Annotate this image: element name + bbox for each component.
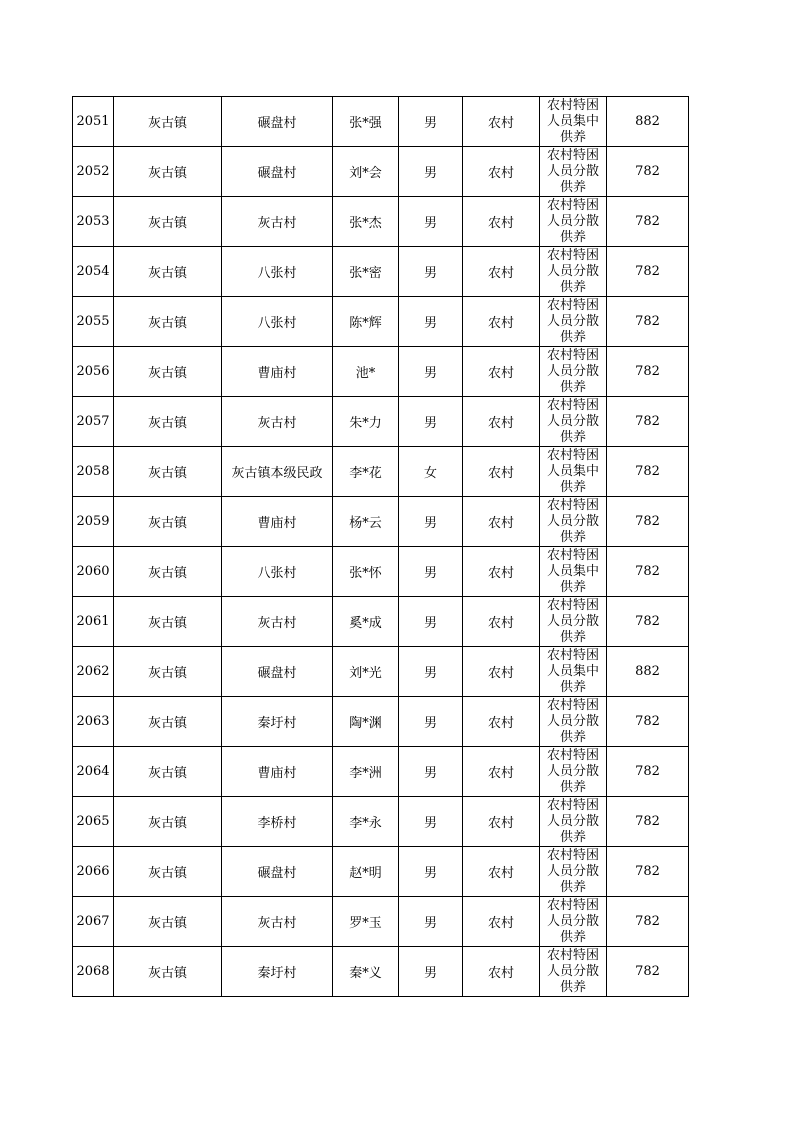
- cell-type: [540, 797, 607, 847]
- cell-gender: 男: [399, 297, 463, 347]
- cell-type: [540, 897, 607, 947]
- cell-area: 农村: [463, 647, 540, 697]
- cell-town: 灰古镇: [114, 947, 222, 997]
- cell-amount: 782: [607, 597, 689, 647]
- cell-town: 灰古镇: [114, 247, 222, 297]
- cell-id: 2052: [73, 147, 114, 197]
- cell-town: 灰古镇: [114, 847, 222, 897]
- cell-amount: 782: [607, 347, 689, 397]
- cell-type-text: 农村特困人员集中供养: [546, 98, 599, 145]
- cell-type-text: 农村特困人员分散供养: [546, 898, 599, 945]
- cell-type: [540, 297, 607, 347]
- cell-gender: 男: [399, 547, 463, 597]
- table-row: [73, 847, 689, 897]
- cell-type-text: 农村特困人员分散供养: [546, 198, 599, 245]
- cell-type: [540, 247, 607, 297]
- cell-amount: 882: [607, 647, 689, 697]
- cell-name: 李*永: [333, 797, 399, 847]
- cell-gender: 男: [399, 897, 463, 947]
- table-row: [73, 697, 689, 747]
- cell-amount: 782: [607, 547, 689, 597]
- cell-village: 秦圩村: [222, 697, 333, 747]
- cell-gender: 男: [399, 847, 463, 897]
- cell-town: 灰古镇: [114, 497, 222, 547]
- cell-area: 农村: [463, 347, 540, 397]
- cell-area: 农村: [463, 547, 540, 597]
- cell-id: 2066: [73, 847, 114, 897]
- table-row: [73, 247, 689, 297]
- cell-type: [540, 747, 607, 797]
- cell-amount: 782: [607, 497, 689, 547]
- cell-village: 秦圩村: [222, 947, 333, 997]
- cell-village: 曹庙村: [222, 747, 333, 797]
- cell-town: 灰古镇: [114, 697, 222, 747]
- cell-type: [540, 397, 607, 447]
- cell-amount: 782: [607, 147, 689, 197]
- cell-area: 农村: [463, 497, 540, 547]
- cell-name: 罗*玉: [333, 897, 399, 947]
- table-row: [73, 397, 689, 447]
- cell-village: 灰古村: [222, 197, 333, 247]
- cell-id: 2055: [73, 297, 114, 347]
- cell-area: 农村: [463, 697, 540, 747]
- table-row: [73, 347, 689, 397]
- cell-gender: 男: [399, 947, 463, 997]
- cell-area: 农村: [463, 197, 540, 247]
- cell-gender: 男: [399, 347, 463, 397]
- cell-type-text: 农村特困人员分散供养: [546, 248, 599, 295]
- cell-type-text: 农村特困人员分散供养: [546, 798, 599, 845]
- cell-type: [540, 647, 607, 697]
- cell-amount: 782: [607, 697, 689, 747]
- table-row: [73, 547, 689, 597]
- cell-town: 灰古镇: [114, 547, 222, 597]
- cell-id: 2062: [73, 647, 114, 697]
- cell-village: 碾盘村: [222, 847, 333, 897]
- cell-id: 2067: [73, 897, 114, 947]
- cell-name: 杨*云: [333, 497, 399, 547]
- cell-id: 2060: [73, 547, 114, 597]
- table-row: [73, 497, 689, 547]
- cell-gender: 男: [399, 697, 463, 747]
- table-row: [73, 297, 689, 347]
- cell-type: [540, 947, 607, 997]
- cell-id: 2056: [73, 347, 114, 397]
- cell-area: 农村: [463, 247, 540, 297]
- cell-village: 八张村: [222, 297, 333, 347]
- cell-area: 农村: [463, 397, 540, 447]
- cell-id: 2063: [73, 697, 114, 747]
- cell-town: 灰古镇: [114, 297, 222, 347]
- cell-id: 2061: [73, 597, 114, 647]
- cell-id: 2065: [73, 797, 114, 847]
- cell-area: 农村: [463, 847, 540, 897]
- cell-gender: 男: [399, 197, 463, 247]
- cell-gender: 男: [399, 497, 463, 547]
- cell-town: 灰古镇: [114, 197, 222, 247]
- cell-area: 农村: [463, 947, 540, 997]
- cell-id: 2057: [73, 397, 114, 447]
- cell-id: 2059: [73, 497, 114, 547]
- cell-town: 灰古镇: [114, 147, 222, 197]
- table-row: [73, 897, 689, 947]
- cell-gender: 男: [399, 97, 463, 147]
- cell-town: 灰古镇: [114, 647, 222, 697]
- table-row: [73, 747, 689, 797]
- cell-type-text: 农村特困人员集中供养: [546, 648, 599, 695]
- cell-type: [540, 147, 607, 197]
- cell-area: 农村: [463, 97, 540, 147]
- cell-type-text: 农村特困人员分散供养: [546, 748, 599, 795]
- cell-gender: 男: [399, 797, 463, 847]
- cell-village: 灰古村: [222, 597, 333, 647]
- cell-village: 李桥村: [222, 797, 333, 847]
- cell-name: 赵*明: [333, 847, 399, 897]
- cell-amount: 782: [607, 847, 689, 897]
- cell-name: 刘*会: [333, 147, 399, 197]
- cell-area: 农村: [463, 297, 540, 347]
- cell-name: 李*洲: [333, 747, 399, 797]
- cell-amount: 882: [607, 97, 689, 147]
- cell-gender: 女: [399, 447, 463, 497]
- cell-name: 李*花: [333, 447, 399, 497]
- cell-name: 朱*力: [333, 397, 399, 447]
- cell-type-text: 农村特困人员集中供养: [546, 548, 599, 595]
- cell-gender: 男: [399, 747, 463, 797]
- cell-name: 张*强: [333, 97, 399, 147]
- cell-type-text: 农村特困人员分散供养: [546, 148, 599, 195]
- cell-village: 灰古镇本级民政: [222, 447, 333, 497]
- cell-village: 碾盘村: [222, 647, 333, 697]
- cell-type: [540, 497, 607, 547]
- cell-gender: 男: [399, 597, 463, 647]
- cell-amount: 782: [607, 947, 689, 997]
- cell-area: 农村: [463, 897, 540, 947]
- cell-name: 奚*成: [333, 597, 399, 647]
- table-row: [73, 147, 689, 197]
- cell-id: 2054: [73, 247, 114, 297]
- cell-type: [540, 597, 607, 647]
- records-table: [72, 96, 689, 997]
- cell-id: 2068: [73, 947, 114, 997]
- cell-village: 曹庙村: [222, 497, 333, 547]
- cell-name: 陈*辉: [333, 297, 399, 347]
- cell-id: 2051: [73, 97, 114, 147]
- cell-type: [540, 697, 607, 747]
- table-row: [73, 447, 689, 497]
- cell-amount: 782: [607, 197, 689, 247]
- cell-type-text: 农村特困人员分散供养: [546, 698, 599, 745]
- cell-type: [540, 547, 607, 597]
- cell-type-text: 农村特困人员分散供养: [546, 348, 599, 395]
- cell-amount: 782: [607, 297, 689, 347]
- cell-village: 碾盘村: [222, 147, 333, 197]
- cell-name: 秦*义: [333, 947, 399, 997]
- cell-village: 灰古村: [222, 397, 333, 447]
- cell-type-text: 农村特困人员分散供养: [546, 298, 599, 345]
- cell-area: 农村: [463, 447, 540, 497]
- cell-name: 张*杰: [333, 197, 399, 247]
- records-body: [73, 97, 689, 997]
- cell-type: [540, 847, 607, 897]
- cell-name: 池*: [333, 347, 399, 397]
- cell-amount: 782: [607, 447, 689, 497]
- cell-village: 八张村: [222, 247, 333, 297]
- cell-gender: 男: [399, 397, 463, 447]
- table-row: [73, 97, 689, 147]
- cell-type: [540, 97, 607, 147]
- cell-amount: 782: [607, 747, 689, 797]
- cell-town: 灰古镇: [114, 597, 222, 647]
- table-row: [73, 197, 689, 247]
- cell-id: 2058: [73, 447, 114, 497]
- cell-town: 灰古镇: [114, 97, 222, 147]
- cell-area: 农村: [463, 797, 540, 847]
- cell-town: 灰古镇: [114, 897, 222, 947]
- cell-name: 张*密: [333, 247, 399, 297]
- cell-village: 八张村: [222, 547, 333, 597]
- cell-id: 2053: [73, 197, 114, 247]
- cell-village: 灰古村: [222, 897, 333, 947]
- cell-id: 2064: [73, 747, 114, 797]
- cell-amount: 782: [607, 797, 689, 847]
- cell-type-text: 农村特困人员分散供养: [546, 948, 599, 995]
- cell-area: 农村: [463, 597, 540, 647]
- table-row: [73, 647, 689, 697]
- cell-amount: 782: [607, 397, 689, 447]
- cell-gender: 男: [399, 147, 463, 197]
- cell-type-text: 农村特困人员分散供养: [546, 598, 599, 645]
- cell-gender: 男: [399, 647, 463, 697]
- cell-type-text: 农村特困人员分散供养: [546, 498, 599, 545]
- cell-type: [540, 447, 607, 497]
- cell-amount: 782: [607, 897, 689, 947]
- cell-name: 陶*渊: [333, 697, 399, 747]
- cell-area: 农村: [463, 147, 540, 197]
- cell-area: 农村: [463, 747, 540, 797]
- cell-village: 曹庙村: [222, 347, 333, 397]
- cell-amount: 782: [607, 247, 689, 297]
- cell-town: 灰古镇: [114, 447, 222, 497]
- cell-town: 灰古镇: [114, 747, 222, 797]
- cell-town: 灰古镇: [114, 797, 222, 847]
- cell-town: 灰古镇: [114, 347, 222, 397]
- cell-type-text: 农村特困人员分散供养: [546, 848, 599, 895]
- cell-village: 碾盘村: [222, 97, 333, 147]
- cell-type-text: 农村特困人员分散供养: [546, 398, 599, 445]
- table-row: [73, 947, 689, 997]
- cell-type: [540, 197, 607, 247]
- cell-name: 刘*光: [333, 647, 399, 697]
- cell-gender: 男: [399, 247, 463, 297]
- cell-type-text: 农村特困人员集中供养: [546, 448, 599, 495]
- table-row: [73, 797, 689, 847]
- cell-type: [540, 347, 607, 397]
- cell-town: 灰古镇: [114, 397, 222, 447]
- table-row: [73, 597, 689, 647]
- cell-name: 张*怀: [333, 547, 399, 597]
